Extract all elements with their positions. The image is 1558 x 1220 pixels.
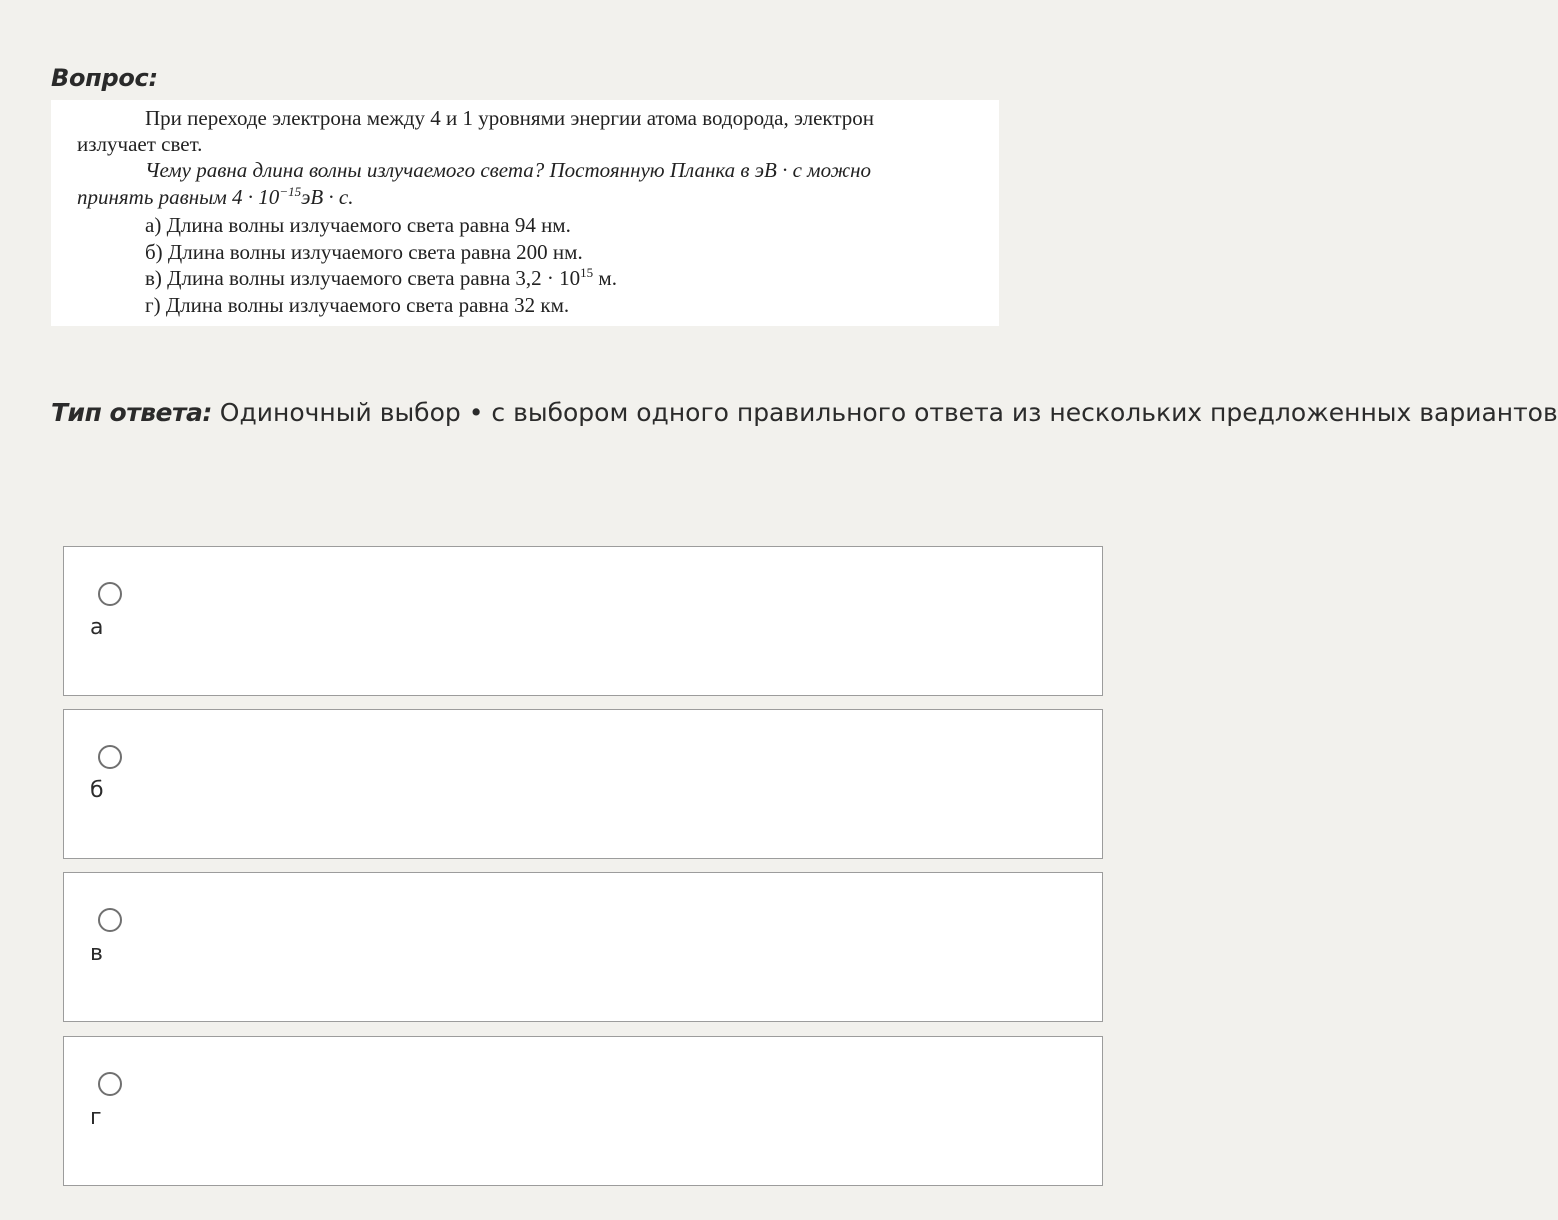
question-option-text: г) Длина волны излучаемого света равна 32 км. xyxy=(145,293,570,317)
answer-type-value: Одиночный выбор • с выбором одного правильного ответа из нескольких предложенных вариантов xyxy=(211,398,1558,427)
answer-option-label: в xyxy=(90,941,103,966)
question-text-part: эВ · с. xyxy=(301,185,354,209)
answer-option-g[interactable] xyxy=(63,1036,1103,1186)
question-label: Вопрос: xyxy=(51,64,158,92)
question-text-line: излучает свет. xyxy=(77,132,203,156)
exponent: 15 xyxy=(580,265,594,280)
answer-type xyxy=(51,398,1558,427)
radio-button[interactable] xyxy=(98,745,122,769)
radio-button[interactable] xyxy=(98,1072,122,1096)
question-text-line: Чему равна длина волны излучаемого света? Постоянную Планка в эВ · с можно xyxy=(145,158,872,182)
answer-option-a[interactable] xyxy=(63,546,1103,696)
answer-type-label: Тип ответа: xyxy=(51,398,212,427)
answer-option-v[interactable] xyxy=(63,872,1103,1022)
answer-option-label: а xyxy=(90,615,104,640)
question-text-part: м. xyxy=(593,266,617,290)
answer-option-b[interactable] xyxy=(63,709,1103,859)
question-text-line: При переходе электрона между 4 и 1 уровнями энергии атома водорода, электрон xyxy=(145,106,875,130)
question-option-text xyxy=(145,266,617,291)
radio-button[interactable] xyxy=(98,908,122,932)
exponent: −15 xyxy=(279,184,302,199)
answer-option-label: г xyxy=(90,1105,102,1130)
radio-button[interactable] xyxy=(98,582,122,606)
question-text-part: принять равным 4 · 10 xyxy=(77,185,280,209)
answer-option-label: б xyxy=(90,778,104,803)
question-option-text: б) Длина волны излучаемого света равна 200 нм. xyxy=(145,240,583,264)
question-image xyxy=(51,100,999,326)
question-text-line xyxy=(77,185,354,210)
question-option-text: а) Длина волны излучаемого света равна 94 нм. xyxy=(145,213,571,237)
question-text-part: в) Длина волны излучаемого света равна 3,2 · 10 xyxy=(145,266,581,290)
